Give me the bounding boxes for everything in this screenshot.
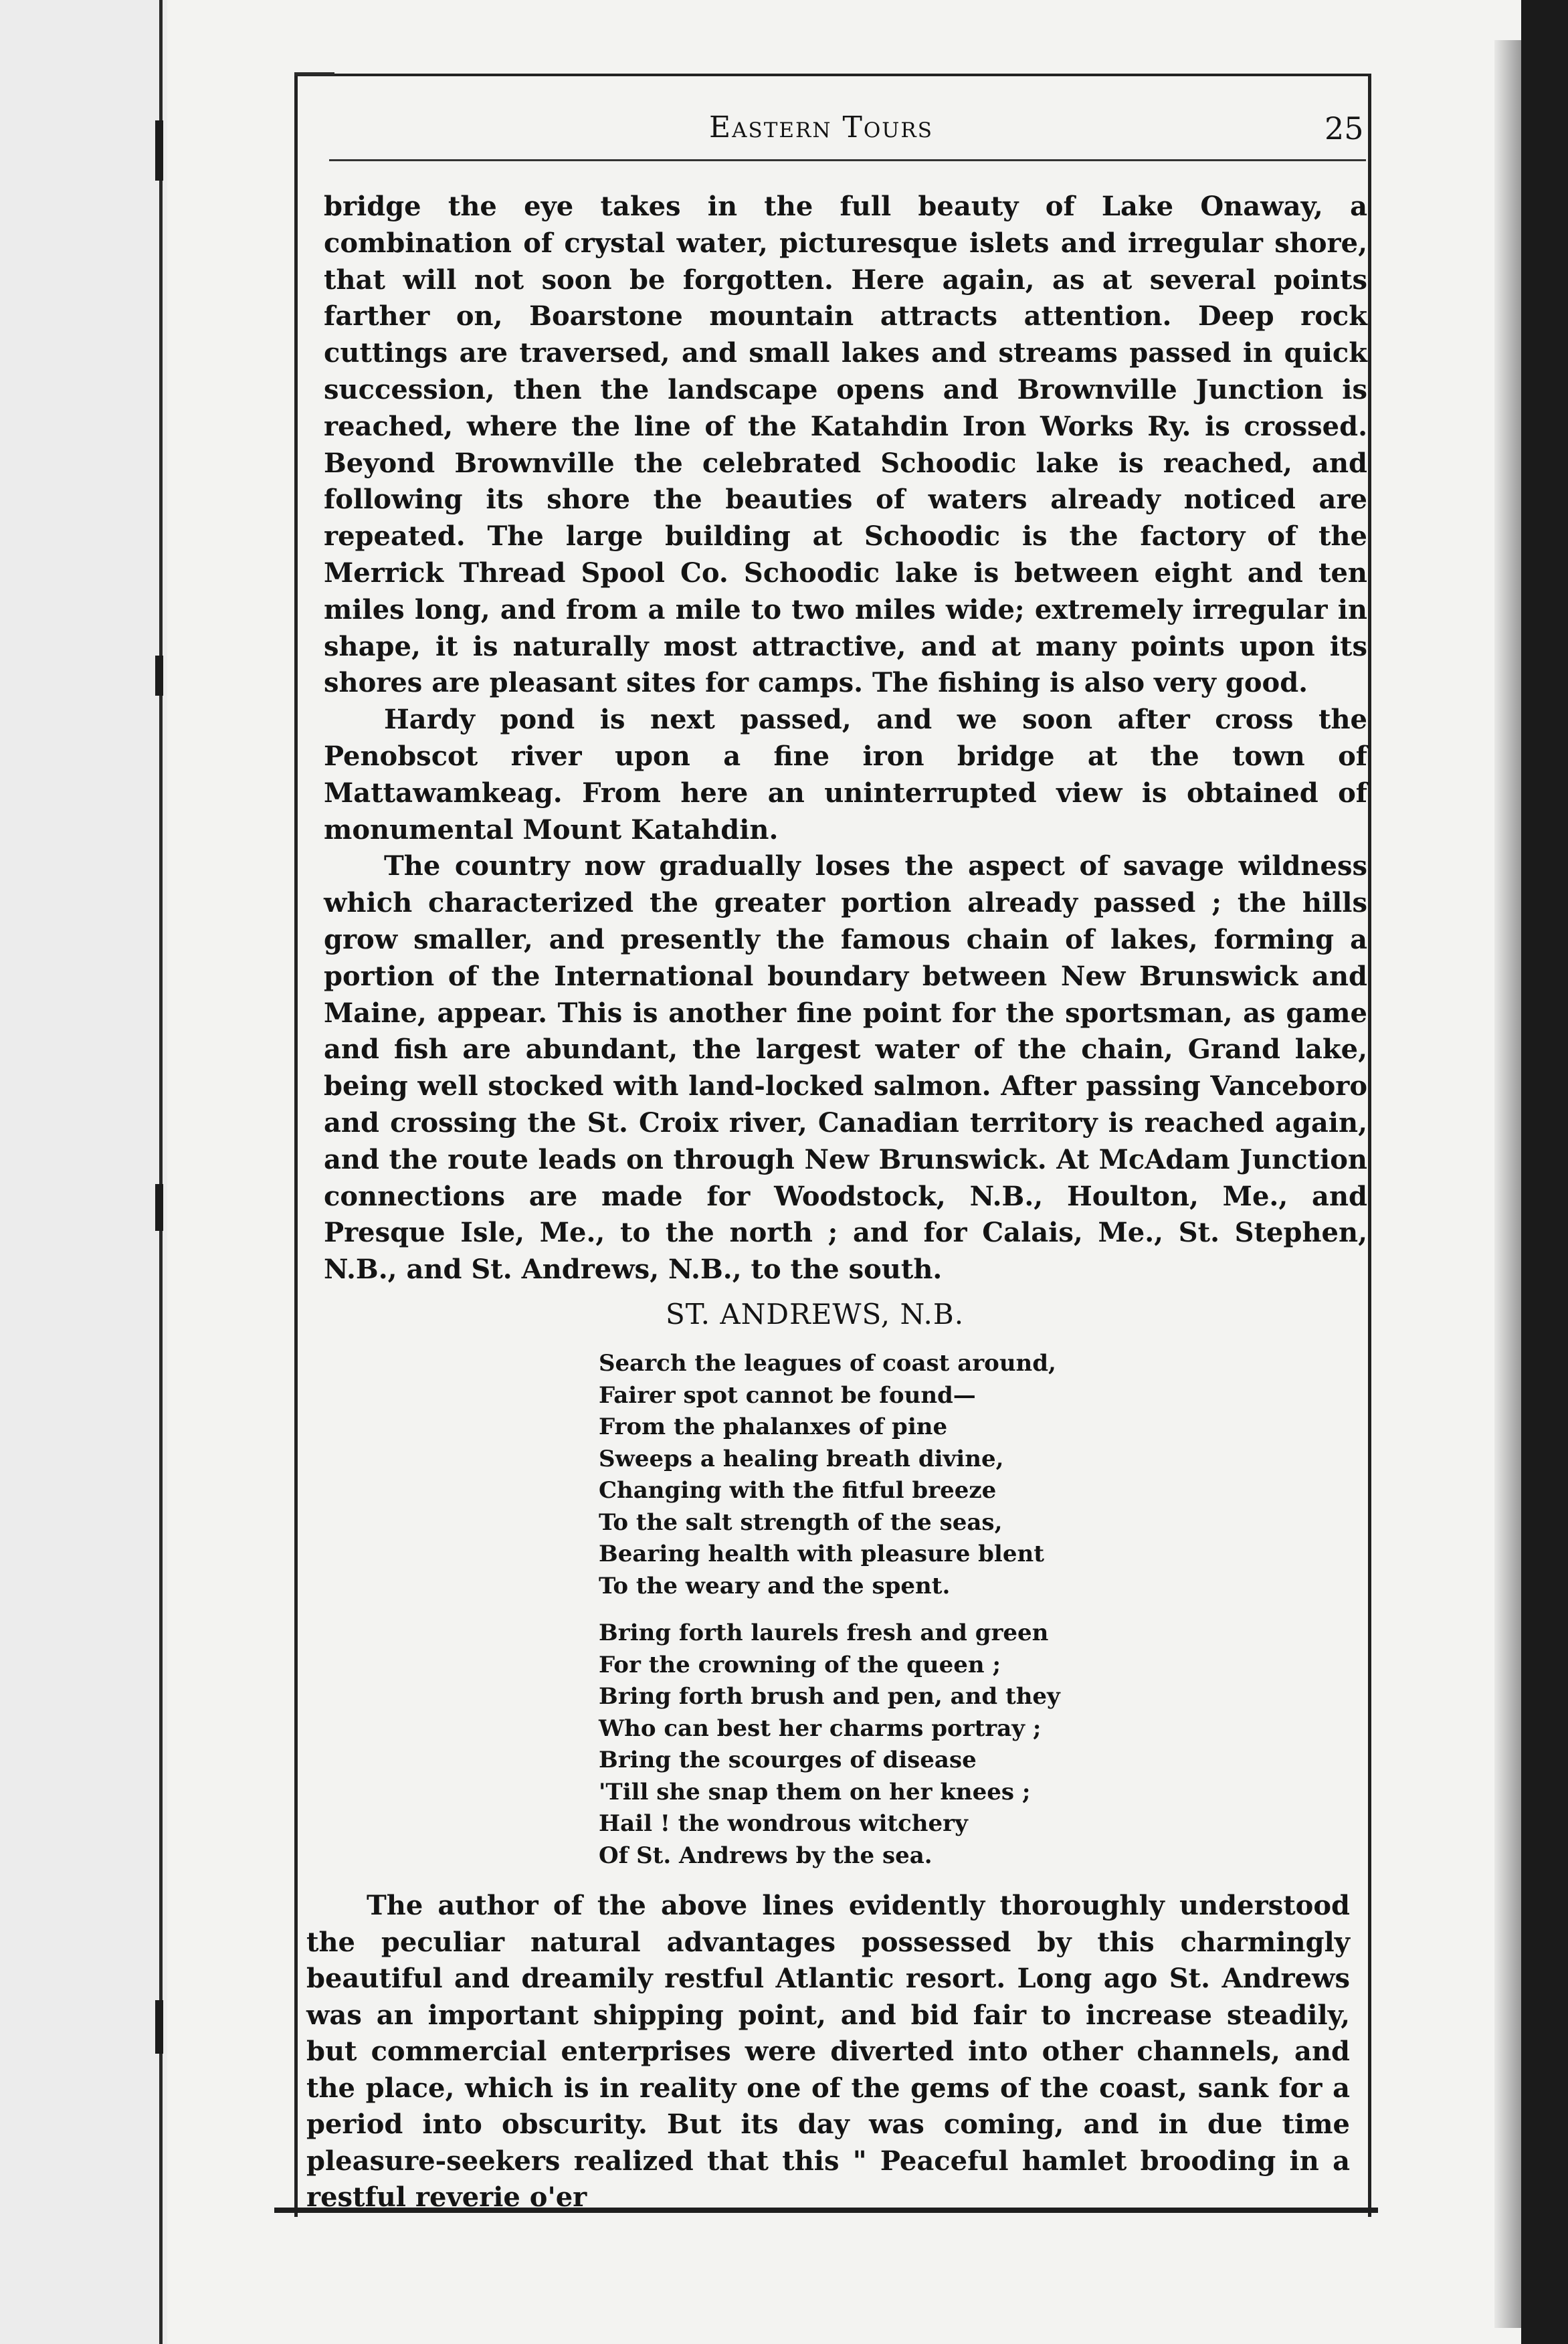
binding-mark (155, 1184, 163, 1231)
poem-line: Who can best her charms portray ; (599, 1715, 1042, 1742)
running-head: Eastern Tours (709, 110, 933, 144)
page-shadow (1494, 40, 1521, 2328)
poem-stanza (599, 1348, 1056, 1602)
scan-edge (1521, 0, 1568, 2344)
paragraph: bridge the eye takes in the full beauty of Lake Onaway, a combination of crystal water, picturesque islets and irregular shore, that will not soon be forgotten. Here again, as at several points farther on, Boarstone mountain attracts attention. Deep rock cuttings are traversed, and small lakes and streams passed in quick succession, then the landscape opens and Brownville Junction is reached, where the line of the Katahdin Iron Works Ry. is crossed. Beyond Brownville the celebrated Schoodic lake is reached, and following its shore the beauties of waters already noticed are repeated. The large building at Schoodic is the factory of the Merrick Thread Spool Co. Schoodic lake is between eight and ten miles long, and from a mile to two miles wide; extremely irregular in shape, it is naturally most attractive, and at many points upon its shores are pleasant sites for camps. The fishing is also very good. (324, 191, 1367, 699)
poem-line: To the salt strength of the seas, (599, 1508, 1003, 1536)
binding-mark (155, 2000, 163, 2054)
closing-paragraph: The author of the above lines evidently thoroughly understood the peculiar natural advantages possessed by this charmingly beautiful and dreamily restful Atlantic resort. Long ago St. Andrews was an important shipping point, and bid fair to increase steadily, but commercial enterprises were diverted into other channels, and the place, which is in reality one of the gems of the coast, sank for a period into obscurity. But its day was coming, and in due time pleasure-seekers realized that this " Peaceful hamlet brooding in a restful reverie o'er (306, 1890, 1350, 2213)
poem-line: To the weary and the spent. (599, 1572, 951, 1599)
poem-stanza (599, 1618, 1060, 1872)
poem-line: Sweeps a healing breath divine, (599, 1445, 1004, 1472)
left-margin (0, 0, 167, 2344)
poem-line: Fairer spot cannot be found— (599, 1381, 976, 1409)
poem-line: Bearing health with pleasure blent (599, 1541, 1044, 1567)
binding-mark (155, 656, 163, 696)
page-number: 25 (1325, 110, 1364, 146)
binding-mark (155, 120, 163, 181)
poem-line: Bring the scourges of disease (599, 1747, 977, 1773)
binding-edge-line (159, 0, 163, 2344)
paragraph: Hardy pond is next passed, and we soon after cross the Penobscot river upon a fine iron bridge at the town of Mattawamkeag. From here an uninterrupted view is obtained of monumental Mount Katahdin. (324, 704, 1367, 846)
poem-line: For the crowning of the queen ; (599, 1651, 1001, 1678)
poem-line: Hail ! the wondrous witchery (599, 1810, 968, 1837)
poem-line: Of St. Andrews by the sea. (599, 1842, 933, 1869)
poem-line: Search the leagues of coast around, (599, 1350, 1056, 1377)
poem-line: 'Till she snap them on her knees ; (599, 1778, 1031, 1805)
frame-tick (294, 72, 334, 76)
header-rule (329, 159, 1366, 161)
poem-line: Bring forth brush and pen, and they (599, 1683, 1060, 1710)
body-text (324, 189, 1367, 1288)
poem-line: Changing with the fitful breeze (599, 1477, 997, 1504)
poem-line: From the phalanxes of pine (599, 1413, 948, 1440)
poem-line: Bring forth laurels fresh and green (599, 1620, 1049, 1646)
paragraph: The country now gradually loses the aspect of savage wildness which characterized the greater portion already passed ; the hills grow smaller, and presently the famous chain of lakes, forming a portion of the International boundary between New Brunswick and Maine, appear. This is another fine point for the sportsman, as game and fish are abundant, the largest water of the chain, Grand lake, being well stocked with land-locked salmon. After passing Vanceboro and crossing the St. Croix river, Canadian territory is reached again, and the route leads on through New Brunswick. At McAdam Junction connections are made for Woodstock, N.B., Houlton, Me., and Presque Isle, Me., to the north ; and for Calais, Me., St. Stephen, N.B., and St. Andrews, N.B., to the south. (324, 850, 1367, 1286)
section-title: ST. ANDREWS, N.B. (666, 1298, 965, 1331)
